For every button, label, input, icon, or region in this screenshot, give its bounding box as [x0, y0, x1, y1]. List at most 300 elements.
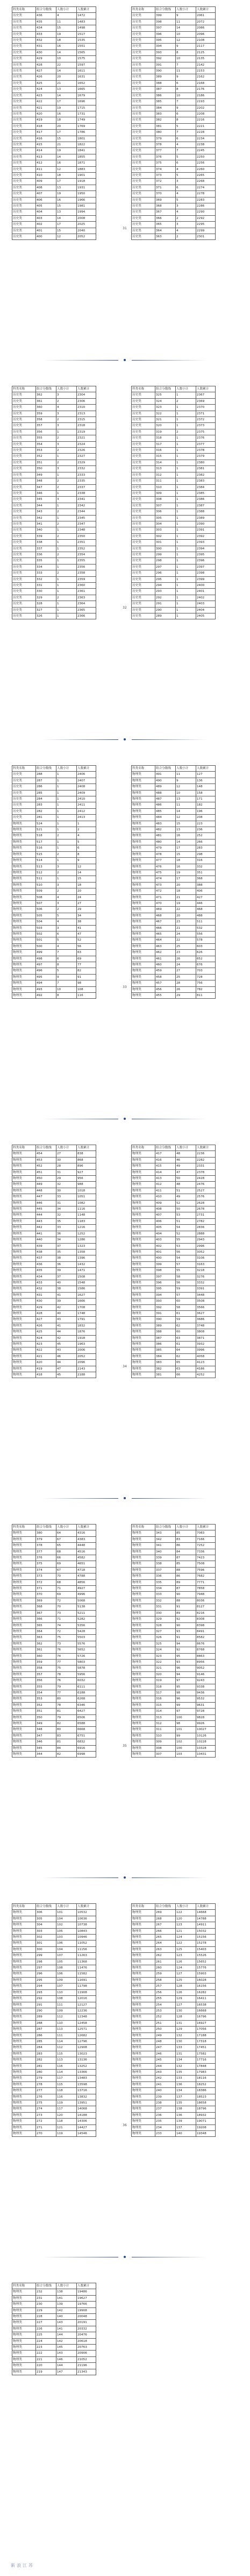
table-cell: 70 [56, 1573, 77, 1579]
table-cell: 历史类 [12, 772, 36, 778]
table-cell: 15032 [196, 1928, 216, 1934]
table-row [12, 858, 96, 864]
table-row [132, 576, 216, 582]
table-row [12, 429, 96, 435]
table-cell: 343 [36, 509, 56, 515]
table-cell: 1 [176, 484, 196, 490]
table-cell: 历史类 [132, 13, 155, 19]
table-cell: 物理类 [132, 1977, 155, 1983]
table-cell: 历史类 [132, 448, 155, 454]
table-cell: 2356 [77, 564, 96, 570]
table-cell: 14427 [77, 2125, 96, 2130]
table-cell: 97 [176, 1678, 196, 1684]
table-row [132, 1598, 216, 1604]
table-cell: 物理类 [132, 986, 155, 992]
table-cell: 4 [176, 166, 196, 172]
table-cell: 2228 [196, 130, 216, 136]
table-cell: 302 [36, 1935, 56, 1940]
table-cell: 463 [155, 943, 176, 949]
table-row [132, 1218, 216, 1224]
table-cell: 物理类 [132, 1996, 155, 2002]
table-cell: 物理类 [132, 2076, 155, 2081]
table-cell: 10532 [77, 1910, 96, 1916]
table-row [12, 1268, 96, 1274]
table-row [12, 2088, 96, 2094]
column-header: 科类名称 [12, 1145, 36, 1151]
table-row [12, 1971, 96, 1977]
table-cell: 340 [36, 527, 56, 533]
table-row [132, 74, 216, 80]
table-cell: 314 [155, 1709, 176, 1714]
table-cell: 6506 [77, 1714, 96, 1720]
table-row [12, 1555, 96, 1561]
table-cell: 360 [36, 1653, 56, 1659]
table-cell: 物理类 [12, 2100, 36, 2106]
table-cell: 472 [155, 888, 176, 894]
table-header-row [132, 1145, 216, 1151]
table-cell: 20618 [77, 2338, 96, 2344]
table-row [12, 1212, 96, 1218]
table-cell: 物理类 [12, 937, 36, 943]
table-cell: 270 [36, 2131, 56, 2137]
table-cell: 74 [56, 1653, 77, 1659]
table-cell: 8768 [196, 1647, 216, 1653]
table-cell: 357 [36, 423, 56, 429]
table-cell: 139 [56, 2302, 77, 2307]
table-cell: 811 [196, 993, 216, 999]
table-cell: 35 [56, 1249, 77, 1255]
table-cell: 18796 [196, 2106, 216, 2112]
table-row [132, 778, 216, 784]
table-cell: 物理类 [132, 900, 155, 906]
table-row [132, 435, 216, 441]
table-row [12, 478, 96, 484]
table-cell: 物理类 [132, 1690, 155, 1696]
table-cell: 物理类 [132, 1353, 155, 1359]
table-cell: 物理类 [132, 1280, 155, 1286]
table-cell: 历史类 [132, 515, 155, 521]
divider-line [132, 1498, 207, 1499]
table-cell: 17716 [196, 2057, 216, 2063]
table-cell: 物理类 [132, 1709, 155, 1714]
table-cell: 物理类 [132, 2020, 155, 2026]
table-cell: 3052 [196, 1249, 216, 1255]
table-row [12, 607, 96, 613]
table-row [132, 1536, 216, 1542]
table-cell: 物理类 [132, 1702, 155, 1708]
table-cell: 历史类 [132, 172, 155, 178]
table-cell: 5803 [77, 1659, 96, 1665]
table-cell: 3 [56, 925, 77, 931]
table-cell: 12 [56, 234, 77, 240]
table-row [12, 1690, 96, 1696]
table-cell: 412 [36, 160, 56, 166]
table-row [12, 1709, 96, 1714]
table-row [12, 1347, 96, 1353]
table-cell: 140 [176, 2131, 196, 2137]
table-row [12, 1231, 96, 1237]
table-cell: 2 [56, 552, 77, 557]
table-cell: 497 [36, 962, 56, 968]
table-cell: 历史类 [12, 234, 36, 240]
table-cell: 2188 [77, 1372, 96, 1378]
table-cell: 20 [176, 913, 196, 919]
table-cell: 物理类 [132, 833, 155, 839]
column-header: 科类名称 [12, 1525, 36, 1530]
table-cell: 2202 [196, 105, 216, 111]
table-cell: 物理类 [132, 2106, 155, 2112]
table-cell: 物理类 [132, 1647, 155, 1653]
table-row [12, 1286, 96, 1292]
table-cell: 352 [36, 1702, 56, 1708]
table-cell: 334 [155, 1586, 176, 1592]
table-cell: 物理类 [12, 851, 36, 857]
table-cell: 410 [36, 172, 56, 178]
table-cell: 物理类 [132, 815, 155, 821]
table-cell: 历史类 [132, 490, 155, 496]
table-cell: 1918 [77, 179, 96, 185]
table-row [132, 1935, 216, 1940]
table-row [12, 796, 96, 802]
score-table-left [12, 6, 96, 240]
table-cell: 4383 [77, 1536, 96, 1542]
table-cell: 历史类 [132, 497, 155, 503]
table-cell: 8676 [196, 1641, 216, 1647]
table-row [12, 1342, 96, 1347]
table-cell: 物理类 [132, 1200, 155, 1206]
table-cell: 67 [56, 1536, 77, 1542]
table-cell: 16411 [196, 1996, 216, 2002]
table-cell: 2096 [196, 31, 216, 37]
table-cell: 历史类 [12, 222, 36, 228]
table-cell: 1116 [77, 1206, 96, 1212]
table-cell: 16796 [196, 2014, 216, 2020]
table-cell: 2405 [196, 613, 216, 619]
table-cell: 267 [155, 1922, 176, 1928]
table-cell: 物理类 [12, 1561, 36, 1567]
table-cell: 2292 [196, 215, 216, 221]
table-cell: 2361 [77, 589, 96, 595]
table-cell: 历史类 [12, 142, 36, 147]
table-cell: 65 [56, 1543, 77, 1549]
table-cell: 物理类 [12, 1310, 36, 1316]
table-cell: 20048 [77, 2314, 96, 2320]
table-cell: 1565 [77, 50, 96, 55]
column-header: 组合分数线 [155, 766, 176, 772]
table-row [12, 1549, 96, 1555]
table-cell: 24 [176, 931, 196, 937]
table-cell: 物理类 [132, 1733, 155, 1739]
table-cell: 26 [176, 956, 196, 962]
table-row [12, 105, 96, 111]
table-row [132, 1310, 216, 1316]
table-cell: 40 [56, 1280, 77, 1286]
table-cell: 427 [36, 1317, 56, 1323]
table-row [12, 1984, 96, 1989]
table-row [12, 62, 96, 68]
table-cell: 1 [176, 558, 196, 564]
table-row [12, 466, 96, 472]
table-cell: 2318 [77, 423, 96, 429]
table-cell: 444 [36, 1212, 56, 1218]
table-cell: 140 [56, 2314, 77, 2320]
table-cell: 251 [155, 2020, 176, 2026]
table-cell: 253 [155, 2008, 176, 2014]
table-cell: 136 [176, 2112, 196, 2118]
table-cell: 414 [155, 1169, 176, 1175]
table-cell: 2365 [77, 607, 96, 613]
table-cell: 469 [155, 907, 176, 913]
column-header: 组合分数线 [36, 1904, 56, 1910]
table-cell: 89 [176, 1610, 196, 1616]
table-cell: 104 [56, 1916, 77, 1922]
table-cell: 3 [56, 411, 77, 417]
table-cell: 2025 [77, 222, 96, 228]
table-cell: 146 [56, 2356, 77, 2362]
table-cell: 63 [176, 1335, 196, 1341]
table-cell: 15403 [196, 1946, 216, 1952]
table-cell: 47 [77, 931, 96, 937]
table-cell: 1627 [77, 1292, 96, 1298]
table-cell: 2354 [77, 552, 96, 557]
table-cell: 424 [36, 1335, 56, 1341]
table-row [132, 44, 216, 50]
table-cell: 2342 [77, 503, 96, 509]
table-cell: 2428 [196, 1176, 216, 1182]
table-cell: 历史类 [132, 576, 155, 582]
table-cell: 9 [176, 44, 196, 50]
table-cell: 物理类 [132, 1268, 155, 1274]
table-cell: 294 [155, 583, 176, 589]
table-cell: 4651 [77, 1561, 96, 1567]
table-cell: 物理类 [12, 1671, 36, 1677]
table-cell: 物理类 [12, 1579, 36, 1585]
table-cell: 115 [56, 2051, 77, 2057]
table-cell: 历史类 [12, 552, 36, 557]
table-cell: 4123 [196, 1360, 216, 1366]
table-cell: 物理类 [132, 1555, 155, 1561]
table-cell: 历史类 [132, 203, 155, 209]
table-row [132, 1261, 216, 1267]
table-cell: 物理类 [12, 950, 36, 956]
table-cell: 4058 [196, 1353, 216, 1359]
table-cell: 1 [56, 490, 77, 496]
table-cell: 物理类 [132, 1188, 155, 1194]
table-cell: 73 [56, 1610, 77, 1616]
table-cell: 423 [36, 1342, 56, 1347]
table-cell: 334 [36, 564, 56, 570]
table-row [12, 521, 96, 527]
table-cell: 303 [36, 1928, 56, 1934]
table-cell: 19 [176, 900, 196, 906]
table-cell: 436 [36, 13, 56, 19]
table-cell: 4927 [77, 1586, 96, 1592]
table-cell: 143 [56, 2351, 77, 2356]
table-cell: 物理类 [12, 1928, 36, 1934]
table-cell: 2326 [77, 448, 96, 454]
table-cell: 历史类 [12, 595, 36, 601]
table-cell: 物理类 [132, 1573, 155, 1579]
table-cell: 9 [176, 13, 196, 19]
right-table-wrap [131, 1524, 216, 1758]
table-cell: 3391 [196, 1286, 216, 1292]
table-cell: 2410 [77, 796, 96, 802]
table-cell: 29 [77, 907, 96, 913]
column-header: 组合分数线 [155, 386, 176, 392]
table-cell: 4582 [77, 1555, 96, 1561]
table-cell: 14188 [77, 2112, 96, 2118]
table-cell: 141 [56, 2295, 77, 2301]
table-row [12, 1323, 96, 1329]
table-row [132, 784, 216, 790]
table-cell: 物理类 [12, 894, 36, 900]
table-cell: 7423 [196, 1555, 216, 1561]
table-cell: 13 [56, 185, 77, 190]
table-cell: 物理类 [132, 943, 155, 949]
table-cell: 历史类 [12, 429, 36, 435]
table-cell: 1498 [77, 25, 96, 31]
table-cell: 历史类 [132, 105, 155, 111]
table-cell: 455 [155, 993, 176, 999]
page-number: 36 [123, 2123, 127, 2128]
table-cell: 物理类 [12, 2351, 36, 2356]
column-header: 人数累计 [77, 7, 96, 13]
table-cell: 物理类 [132, 919, 155, 925]
table-cell: 2142 [196, 62, 216, 68]
table-cell: 301 [155, 540, 176, 546]
table-cell: 物理类 [12, 1984, 36, 1989]
table-cell: 135 [176, 2069, 196, 2075]
table-cell: 48 [176, 1151, 196, 1157]
table-cell: 1 [176, 497, 196, 503]
table-cell: 9728 [196, 1709, 216, 1714]
table-cell: 46 [176, 1157, 196, 1163]
table-cell: 历史类 [132, 540, 155, 546]
table-cell: 物理类 [12, 1935, 36, 1940]
divider-dot [124, 1497, 126, 1499]
table-cell: 307 [155, 503, 176, 509]
table-cell: 426 [36, 74, 56, 80]
table-cell: 1950 [77, 191, 96, 197]
table-cell: 12 [77, 864, 96, 870]
table-cell: 370 [155, 191, 176, 197]
table-row [12, 1665, 96, 1671]
table-cell: 物理类 [12, 1237, 36, 1243]
table-cell: 12458 [77, 2020, 96, 2026]
table-cell: 1 [176, 607, 196, 613]
table-cell: 59 [176, 1286, 196, 1292]
table-row [12, 2314, 96, 2320]
table-cell: 896 [77, 1163, 96, 1169]
table-cell: 物理类 [12, 1721, 36, 1727]
table-row [132, 1292, 216, 1298]
table-cell: 49 [176, 1194, 196, 1200]
table-cell: 315 [155, 454, 176, 460]
table-cell: 物理类 [132, 1372, 155, 1378]
table-cell: 286 [36, 784, 56, 790]
table-row [132, 1733, 216, 1739]
table-cell: 历史类 [12, 411, 36, 417]
table-cell: 1 [176, 509, 196, 515]
table-cell: 2379 [196, 454, 216, 460]
table-cell: 物理类 [12, 1231, 36, 1237]
table-cell: 历史类 [132, 142, 155, 147]
table-row [132, 894, 216, 900]
table-row [12, 142, 96, 147]
table-cell: 105 [56, 1959, 77, 1965]
table-cell: 12 [176, 38, 196, 44]
table-cell: 物理类 [132, 2045, 155, 2051]
table-cell: 1548 [77, 1280, 96, 1286]
table-cell: 历史类 [12, 197, 36, 203]
table-cell: 108 [77, 986, 96, 992]
table-cell: 8 [176, 50, 196, 55]
table-cell: 291 [36, 2002, 56, 2008]
table-cell: 2351 [77, 540, 96, 546]
table-cell: 物理类 [132, 956, 155, 962]
table-cell: 2381 [196, 466, 216, 472]
table-cell: 236 [196, 827, 216, 833]
table-cell: 历史类 [12, 392, 36, 398]
table-cell: 物理类 [12, 1592, 36, 1598]
table-cell: 物理类 [12, 1971, 36, 1977]
table-cell: 96 [176, 1665, 196, 1671]
table-cell: 1 [176, 570, 196, 576]
table-cell: 248 [155, 2038, 176, 2044]
table-cell: 512 [36, 870, 56, 876]
table-cell: 历史类 [132, 503, 155, 509]
table-cell: 13366 [77, 2069, 96, 2075]
table-cell: 41 [56, 1292, 77, 1298]
table-cell: 378 [155, 142, 176, 147]
table-cell: 物理类 [132, 2032, 155, 2038]
table-cell: 82 [56, 1752, 77, 1758]
table-cell: 416 [155, 1157, 176, 1163]
table-cell: 44 [56, 1360, 77, 1366]
table-cell: 2008 [77, 215, 96, 221]
table-cell: 历史类 [12, 130, 36, 136]
table-cell: 1 [56, 839, 77, 845]
table-cell: 501 [36, 937, 56, 943]
table-cell: 396 [155, 1280, 176, 1286]
table-cell: 361 [36, 398, 56, 404]
table-row [12, 411, 96, 417]
table-cell: 420 [36, 1360, 56, 1366]
table-cell: 400 [155, 1255, 176, 1261]
table-cell: 281 [36, 815, 56, 821]
table-row [12, 19, 96, 25]
table-cell: 物理类 [132, 962, 155, 968]
table-row [132, 1696, 216, 1702]
table-cell: 物理类 [12, 1959, 36, 1965]
table-row [132, 93, 216, 98]
table-cell: 物理类 [132, 1329, 155, 1335]
table-cell: 物理类 [132, 1721, 155, 1727]
table-cell: 450 [36, 1176, 56, 1182]
table-cell: 13716 [77, 2088, 96, 2094]
column-header: 人数累计 [77, 386, 96, 392]
table-cell: 285 [36, 2038, 56, 2044]
table-cell: 历史类 [132, 466, 155, 472]
table-row [12, 1280, 96, 1286]
table-cell: 364 [36, 1628, 56, 1634]
table-cell: 117 [56, 2076, 77, 2081]
table-cell: 19 [56, 31, 77, 37]
column-header: 人数累计 [77, 1904, 96, 1910]
table-cell: 历史类 [12, 105, 36, 111]
table-cell: 历史类 [132, 56, 155, 62]
table-row [12, 1996, 96, 2002]
